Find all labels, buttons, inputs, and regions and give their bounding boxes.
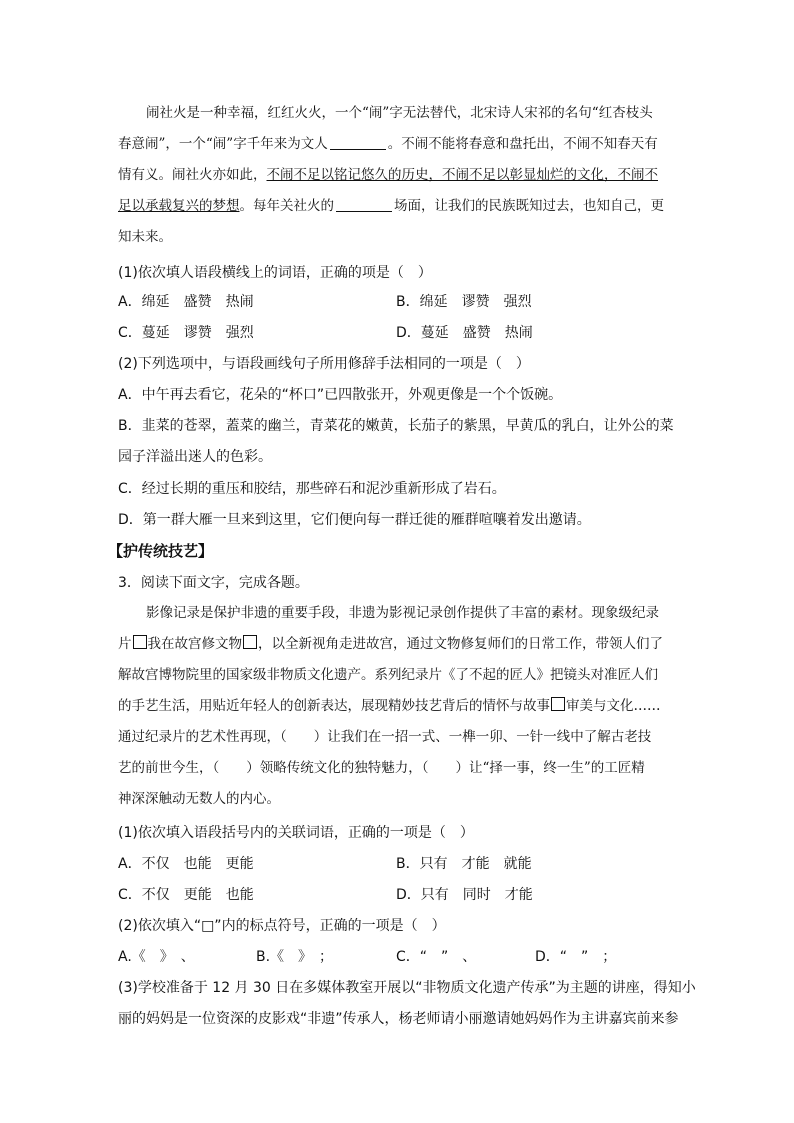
- question-stem: (3)学校准备于 12 月 30 日在多媒体教室开展以“非物质文化遗产传承”为主题的讲座，得知小: [118, 980, 696, 996]
- section-heading: 【护传统技艺】: [108, 542, 214, 560]
- question-stem: (1)依次填人语段横线上的词语，正确的项是（ ）: [118, 265, 432, 281]
- option-d: D．第一群大雁一旦来到这里，它们便向每一群迁徙的雁群喧嚷着发出邀请。: [118, 512, 591, 528]
- option-b: B．绵延 谬赞 强烈: [396, 294, 532, 310]
- underlined-sentence: 足以承载复兴的梦想: [118, 198, 240, 214]
- option-a: A．绵延 盛赞 热闹: [118, 294, 254, 310]
- question-stem: (2)下列选项中，与语段画线句子所用修辞手法相同的一项是（ ）: [118, 356, 530, 372]
- option-d: D．蔓延 盛赞 热闹: [396, 325, 533, 341]
- fill-blank: [330, 135, 386, 150]
- passage-line: 解故宫博物院里的国家级非物质文化遗产。系列纪录片《了不起的匠人》把镜头对准匠人们: [118, 667, 658, 683]
- question-stem-continued: 丽的妈妈是一位资深的皮影戏“非遗”传承人，杨老师请小丽邀请她妈妈作为主讲嘉宾前来参: [118, 1011, 679, 1027]
- passage-line: 知未来。: [118, 229, 172, 245]
- passage-line: 足以承载复兴的梦想。每年关社火的 场面，让我们的民族既知过去，也知自己，更: [118, 198, 664, 214]
- fill-blank: [336, 197, 392, 212]
- option-a: A.《 》 、: [118, 949, 195, 965]
- option-d: D．“ ” ；: [535, 949, 617, 965]
- passage-line: 片 我在故宫修文物 ，以全新视角走进故宫，通过文物修复师们的日常工作，带领人们了: [118, 636, 663, 652]
- passage-paragraph: [118, 598, 678, 815]
- question-stem: (1)依次填入语段括号内的关联词语，正确的一项是（ ）: [118, 825, 474, 841]
- underlined-sentence: 不闹不足以铭记悠久的历史，不闹不足以彰显灿烂的文化，不闹不: [266, 167, 658, 183]
- option-b: B.《 》 ；: [256, 949, 334, 965]
- option-a: A．中午再去看它，花朵的“杯口”已四散张开，外观更像是一个个饭碗。: [118, 387, 563, 403]
- punctuation-box: [243, 635, 257, 649]
- option-b-continued: 园子洋溢出迷人的色彩。: [118, 449, 272, 465]
- passage-line: 艺的前世今生，（ ）领略传统文化的独特魅力，（ ）让“择一事，终一生”的工匠精: [118, 760, 645, 776]
- option-a: A．不仅 也能 更能: [118, 856, 254, 872]
- option-c: C．经过长期的重压和胶结，那些碎石和泥沙重新形成了岩石。: [118, 481, 506, 497]
- question-intro: 3．阅读下面文字，完成各题。: [118, 575, 309, 591]
- passage-paragraph: [118, 98, 678, 253]
- passage-line: 春意闹”，一个“闹”字千年来为文人 。不闹不能将春意和盘托出，不闹不知春天有: [118, 136, 658, 152]
- punctuation-box: [133, 635, 147, 649]
- option-c: C．蔓延 谬赞 强烈: [118, 325, 254, 341]
- passage-line: 情有义。闹社火亦如此，不闹不足以铭记悠久的历史，不闹不足以彰显灿烂的文化，不闹不: [118, 167, 658, 183]
- passage-line: 通过纪录片的艺术性再现，（ ）让我们在一招一式、一榫一卯、一针一线中了解古老技: [118, 729, 652, 745]
- option-b: B．只有 才能 就能: [396, 856, 532, 872]
- option-c: C．“ ” 、: [396, 949, 477, 965]
- option-d: D．只有 同时 才能: [396, 887, 533, 903]
- passage-line: 闹社火是一种幸福，红红火火，一个“闹”字无法替代，北宋诗人宋祁的名句“红杏枝头: [146, 105, 653, 121]
- passage-line: 神深深触动无数人的内心。: [118, 791, 280, 807]
- question-stem: (2)依次填入“□”内的标点符号，正确的一项是（ ）: [118, 918, 446, 934]
- passage-line: 的手艺生活，用贴近年轻人的创新表达，展现精妙技艺背后的情怀与故事 审美与文化……: [118, 698, 661, 714]
- passage-line: 影像记录是保护非遗的重要手段，非遗为影视记录创作提供了丰富的素材。现象级纪录: [146, 605, 659, 621]
- option-c: C．不仅 更能 也能: [118, 887, 254, 903]
- option-b: B．韭菜的苍翠，蓋菜的幽兰，青菜花的嫩黄，长茄子的紫黑，早黄瓜的乳白，让外公的菜: [118, 418, 674, 434]
- punctuation-box: [551, 697, 565, 711]
